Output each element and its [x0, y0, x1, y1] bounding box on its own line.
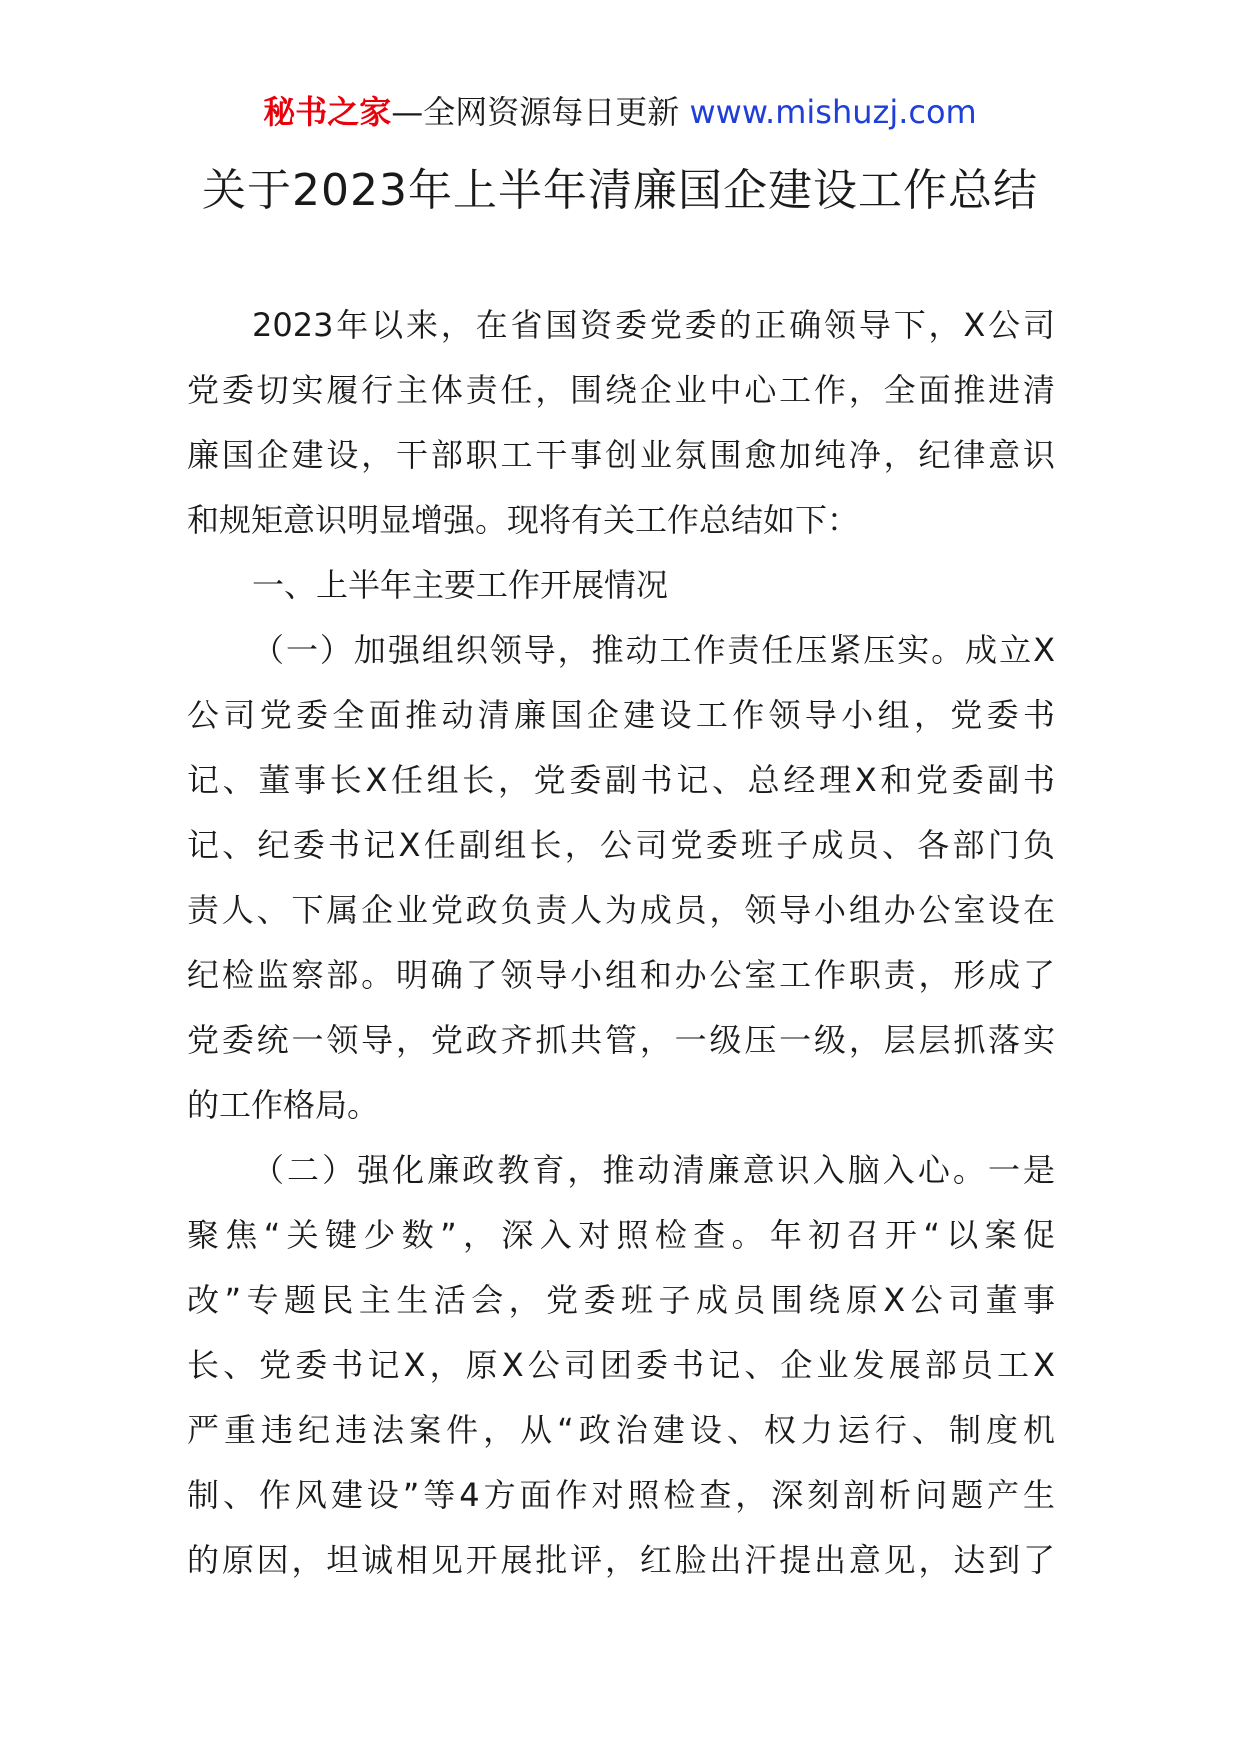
para2-line-6: 制、作风建设”等4方面作对照检查，深刻剖析问题产生	[187, 1476, 1055, 1514]
para2-line-1: （二）强化廉政教育，推动清廉意识入脑入心。一是	[252, 1151, 1055, 1189]
section-heading: 一、上半年主要工作开展情况	[252, 566, 669, 604]
intro-line-2: 党委切实履行主体责任，围绕企业中心工作，全面推进清	[187, 371, 1055, 409]
document-title: 关于2023年上半年清廉国企建设工作总结	[202, 165, 1038, 216]
site-banner	[0, 92, 1240, 132]
para1-line-7: 党委统一领导，党政齐抓共管，一级压一级，层层抓落实	[187, 1021, 1055, 1059]
para1-line-1: （一）加强组织领导，推动工作责任压紧压实。成立X	[252, 631, 1055, 669]
para1-line-2: 公司党委全面推动清廉国企建设工作领导小组，党委书	[187, 696, 1055, 734]
document-body	[187, 293, 1055, 1593]
site-url[interactable]: www.mishuzj.com	[689, 93, 977, 131]
para2-line-2: 聚焦“关键少数”，深入对照检查。年初召开“以案促	[187, 1216, 1055, 1254]
para2-line-4: 长、党委书记X，原X公司团委书记、企业发展部员工X	[187, 1346, 1055, 1384]
brand-name: 秘书之家	[263, 93, 392, 131]
para2-line-3: 改”专题民主生活会，党委班子成员围绕原X公司董事	[187, 1281, 1055, 1319]
para1-line-3: 记、董事长X任组长，党委副书记、总经理X和党委副书	[187, 761, 1055, 799]
para1-line-8: 的工作格局。	[187, 1086, 380, 1124]
intro-line-1: 2023年以来，在省国资委党委的正确领导下，X公司	[252, 306, 1055, 344]
para1-line-4: 记、纪委书记X任副组长，公司党委班子成员、各部门负	[187, 826, 1055, 864]
intro-line-3: 廉国企建设，干部职工干事创业氛围愈加纯净，纪律意识	[187, 436, 1055, 474]
para1-line-6: 纪检监察部。明确了领导小组和办公室工作职责，形成了	[187, 956, 1055, 994]
para2-line-7: 的原因，坦诚相见开展批评，红脸出汗提出意见，达到了	[187, 1541, 1055, 1579]
intro-line-4: 和规矩意识明显增强。现将有关工作总结如下：	[187, 501, 860, 539]
para2-line-5: 严重违纪违法案件，从“政治建设、权力运行、制度机	[187, 1411, 1055, 1449]
para1-line-5: 责人、下属企业党政负责人为成员，领导小组办公室设在	[187, 891, 1055, 929]
banner-tagline: —全网资源每日更新	[391, 93, 680, 131]
